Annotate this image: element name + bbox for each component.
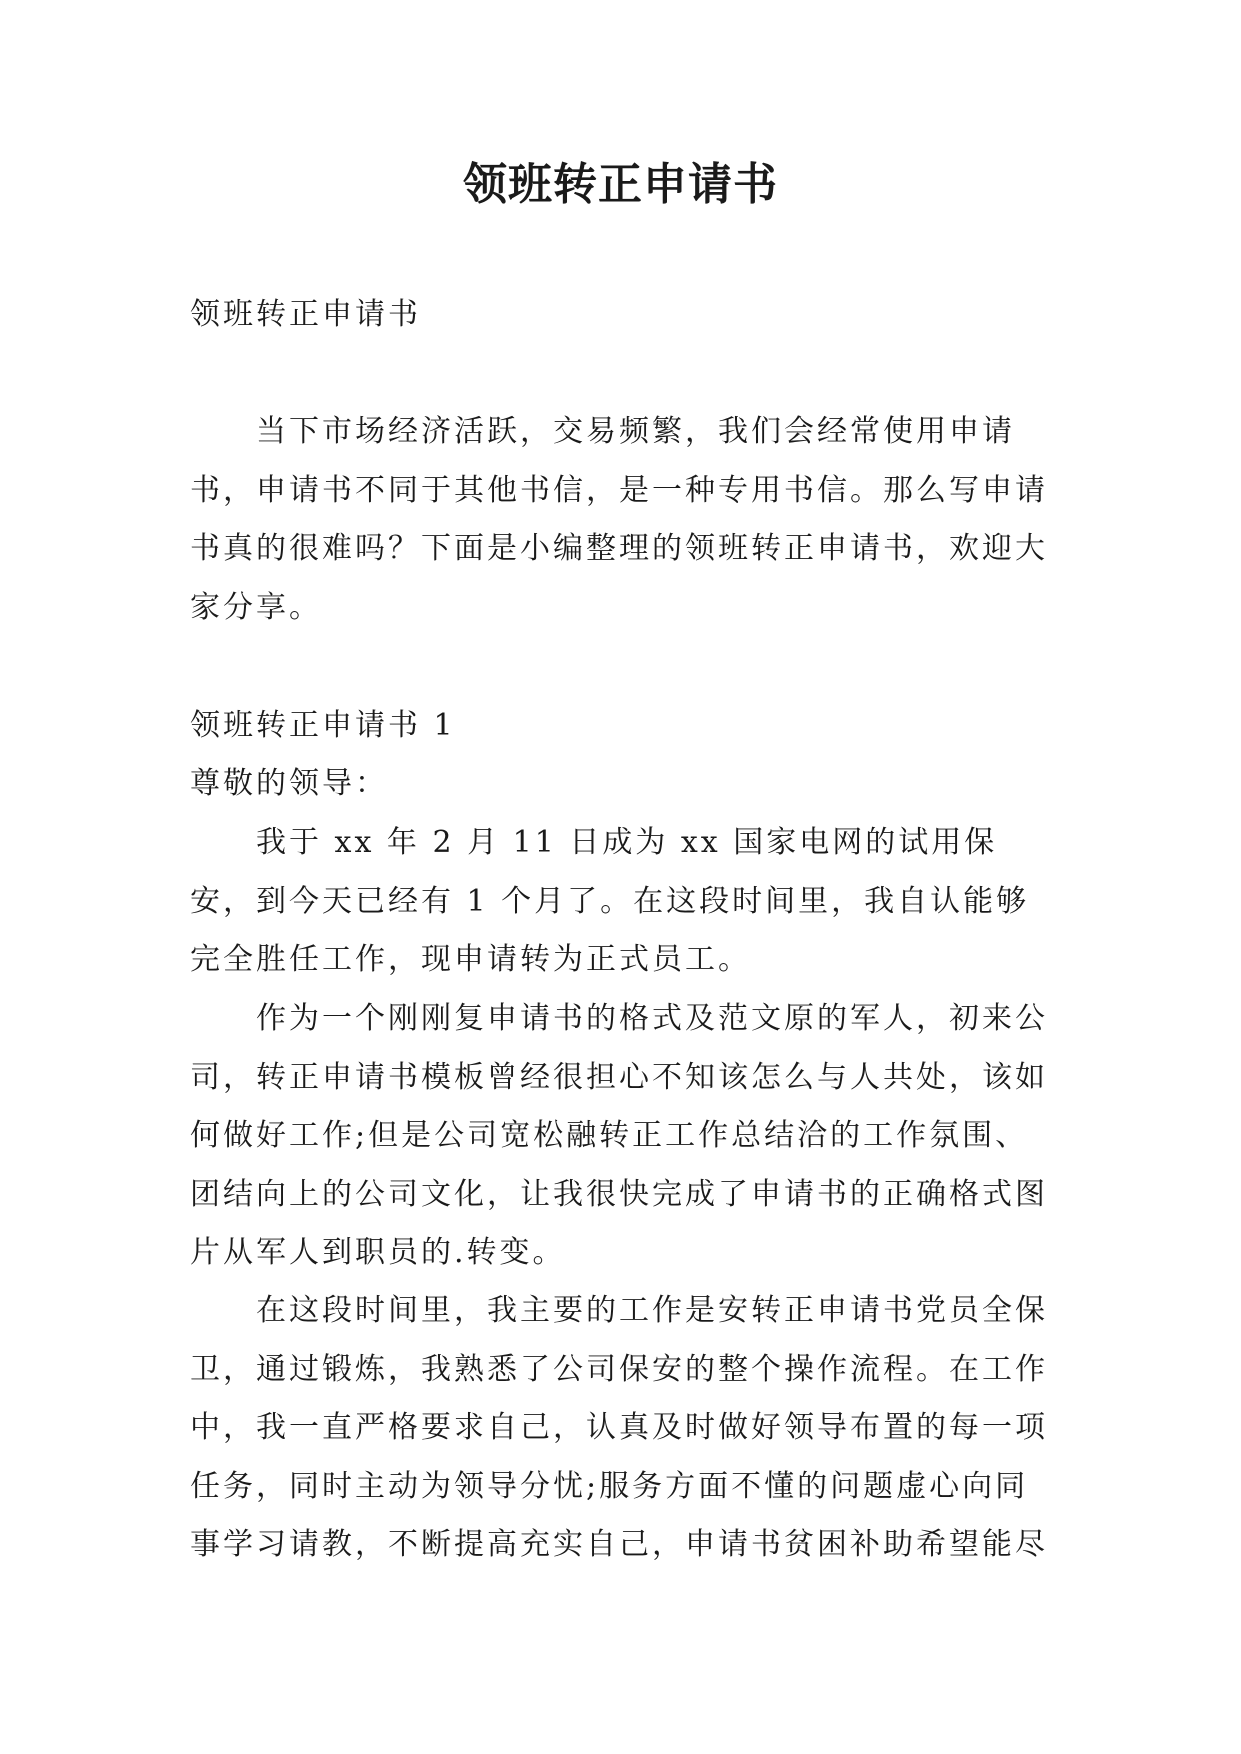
document-title: 领班转正申请书 (463, 159, 778, 210)
intro-paragraph: 当下市场经济活跃，交易频繁，我们会经常使用申请书，申请书不同于其他书信，是一种专用书信。那么写申请书真的很难吗？下面是小编整理的领班转正申请书，欢迎大家分享。 (190, 414, 1048, 625)
body-paragraph-1: 我于 xx 年 2 月 11 日成为 xx 国家电网的试用保安，到今天已经有 1 个月了。在这段时间里，我自认能够完全胜任工作，现申请转为正式员工。 (190, 825, 1030, 977)
body-paragraph-2: 作为一个刚刚复申请书的格式及范文原的军人，初来公司，转正申请书模板曾经很担心不知该怎么与人共处，该如何做好工作;但是公司宽松融转正工作总结洽的工作氛围、团结向上的公司文化，让我很快完成了申请书的正确格式图片从军人到职员的.转变。 (190, 1001, 1048, 1270)
section-heading: 领班转正申请书 1 (190, 708, 456, 743)
document-subtitle: 领班转正申请书 (190, 297, 421, 332)
body-paragraph-3: 在这段时间里，我主要的工作是安转正申请书党员全保卫，通过锻炼，我熟悉了公司保安的整个操作流程。在工作中，我一直严格要求自己，认真及时做好领导布置的每一项任务，同时主动为领导分忧;服务方面不懂的问题虚心向同事学习请教，不断提高充实自己，申请书贫困补助希望能尽 (190, 1293, 1048, 1562)
salutation: 尊敬的领导： (190, 766, 388, 801)
